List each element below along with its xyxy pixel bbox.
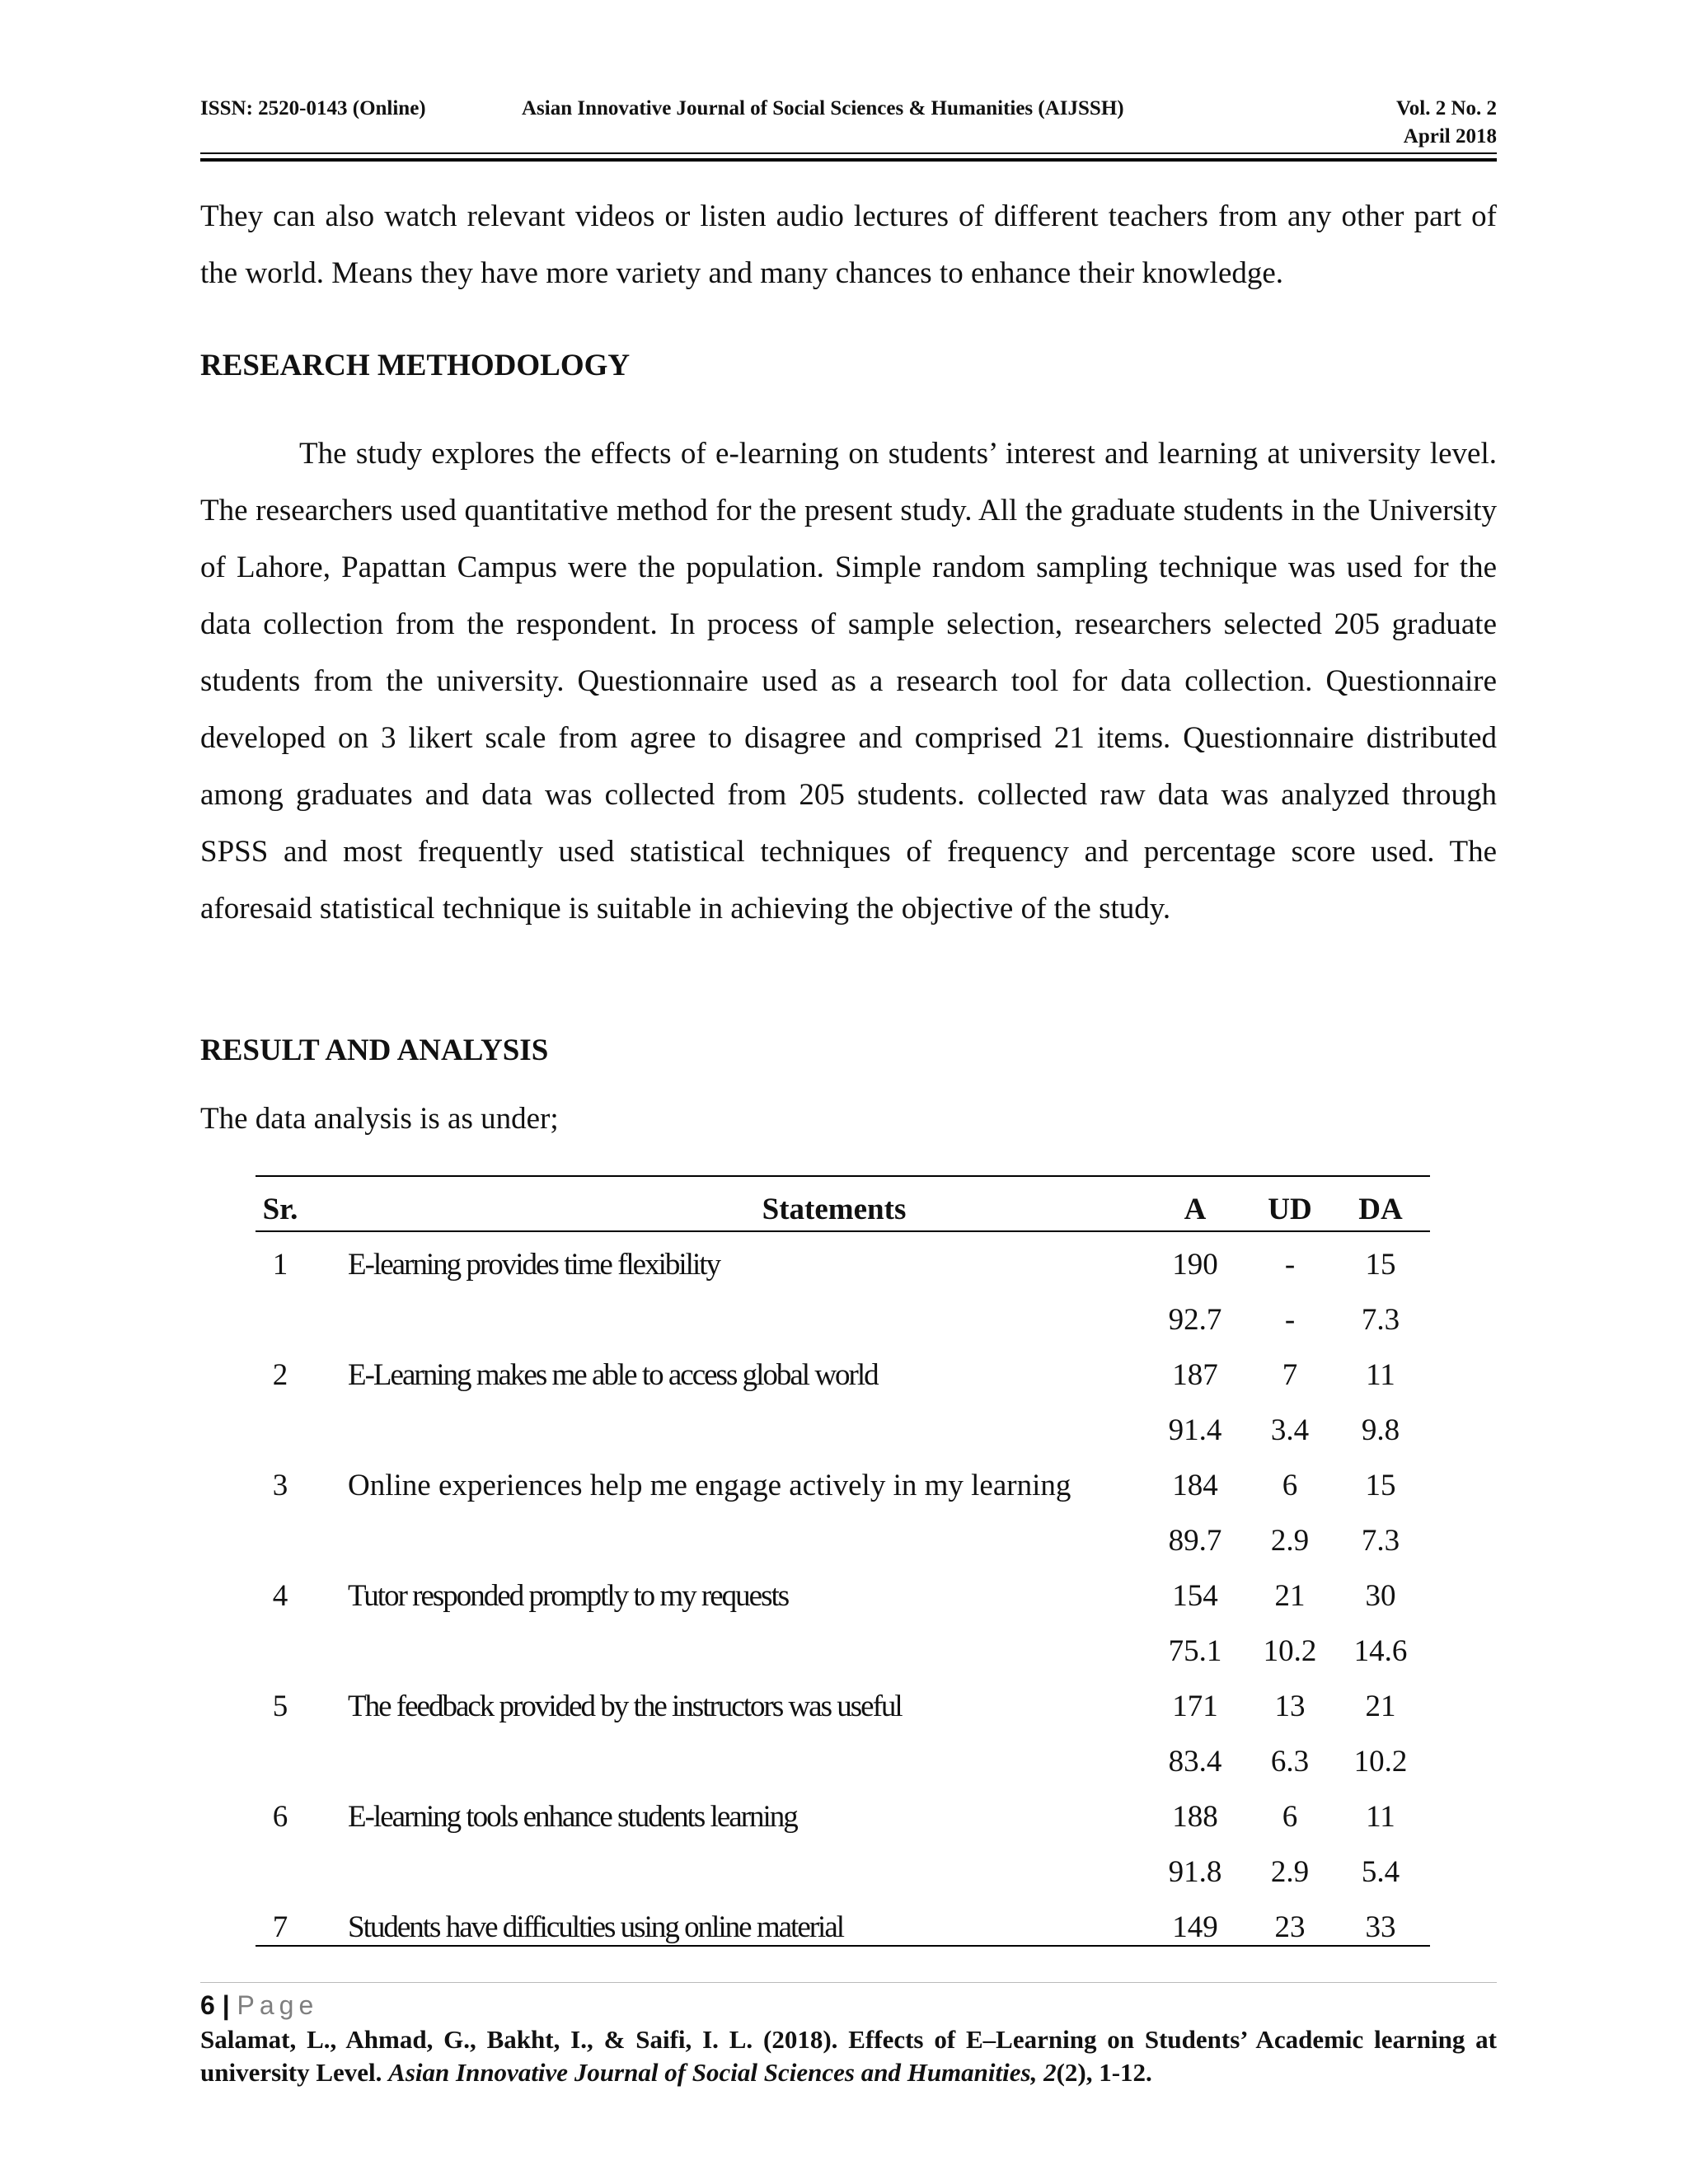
journal-title: Asian Innovative Journal of Social Sciences & Humanities (AIJSSH) [522, 97, 1124, 120]
cell-undecided-count: 13 [1274, 1690, 1306, 1723]
cell-disagree-percent: 5.4 [1361, 1855, 1400, 1889]
cell-undecided-percent: 2.9 [1270, 1855, 1310, 1889]
page-number [200, 1990, 318, 2021]
cell-agree-percent: 91.4 [1168, 1413, 1222, 1447]
methodology-heading: RESEARCH METHODOLOGY [200, 349, 631, 382]
methodology-paragraph: The study explores the effects of e-learning on students’ interest and learning at university level. The researchers used quantitative method for the present study. All the graduate students in the University of Lahore, Papattan Campus were the population. Simple random sampling technique was used for the data collection from the respondent. In process of sample selection, researchers selected 205 graduate students from the university. Questionnaire used as a research tool for data collection. Questionnaire developed on 3 likert scale from agree to disagree and comprised 21 items. Questionnaire distributed among graduates and data was collected from 205 students. collected raw data was analyzed through SPSS and most frequently used statistical techniques of frequency and percentage score used. The aforesaid statistical technique is suitable in achieving the objective of the study. [200, 437, 1497, 926]
volume-label: Vol. 2 No. 2 [1395, 97, 1497, 120]
header-sr: Sr. [262, 1193, 298, 1226]
cell-disagree-percent: 7.3 [1361, 1303, 1400, 1337]
cell-sr: 7 [272, 1910, 288, 1944]
cell-disagree-count: 33 [1365, 1910, 1396, 1944]
cell-undecided-percent: 3.4 [1270, 1413, 1310, 1447]
cell-agree-count: 187 [1172, 1358, 1218, 1392]
cell-undecided-count: 21 [1274, 1579, 1306, 1613]
header-rule-thick [200, 158, 1497, 162]
citation-journal: Asian Innovative Journal of Social Sciences and Humanities, 2 [388, 2058, 1057, 2087]
table-top-rule [256, 1175, 1430, 1177]
cell-agree-percent: 75.1 [1168, 1634, 1222, 1668]
cell-agree-count: 154 [1172, 1579, 1218, 1613]
cell-statement: Online experiences help me engage actively in my learning [348, 1469, 1071, 1502]
cell-sr: 3 [272, 1469, 288, 1502]
cell-sr: 6 [272, 1800, 288, 1834]
cell-undecided-percent: 6.3 [1270, 1745, 1310, 1779]
page-number-value: 6 [200, 1990, 215, 2020]
cell-statement: Tutor responded promptly to my requests [348, 1579, 789, 1613]
cell-undecided-count: 6 [1282, 1800, 1298, 1834]
issue-date: April 2018 [1403, 125, 1497, 148]
cell-sr: 1 [272, 1248, 288, 1282]
cell-disagree-count: 30 [1365, 1579, 1396, 1613]
issn-label: ISSN: 2520-0143 (Online) [200, 97, 426, 120]
cell-sr: 5 [272, 1690, 288, 1723]
cell-agree-count: 188 [1172, 1800, 1218, 1834]
cell-undecided-percent: 10.2 [1263, 1634, 1317, 1668]
cell-agree-count: 171 [1172, 1690, 1218, 1723]
cell-undecided-count: - [1284, 1248, 1296, 1282]
cell-agree-count: 149 [1172, 1910, 1218, 1944]
cell-agree-percent: 83.4 [1168, 1745, 1222, 1779]
cell-statement: The feedback provided by the instructors was useful [348, 1690, 902, 1723]
results-heading: RESULT AND ANALYSIS [200, 1033, 549, 1067]
cell-disagree-count: 15 [1365, 1248, 1396, 1282]
cell-undecided-count: 7 [1282, 1358, 1298, 1392]
cell-agree-percent: 91.8 [1168, 1855, 1222, 1889]
citation-tail: (2), 1-12. [1056, 2058, 1152, 2087]
table-header-rule [256, 1230, 1430, 1232]
header-statements: Statements [762, 1193, 907, 1226]
header-agree: A [1184, 1193, 1207, 1226]
cell-disagree-percent: 10.2 [1353, 1745, 1408, 1779]
header-rule-thin [200, 152, 1497, 154]
cell-statement: E-learning provides time flexibility [348, 1248, 720, 1282]
cell-undecided-percent: - [1284, 1303, 1296, 1337]
cell-statement: Students have difficulties using online material [348, 1910, 844, 1944]
cell-undecided-count: 6 [1282, 1469, 1298, 1502]
intro-paragraph: They can also watch relevant videos or listen audio lectures of different teachers from any other part of the world. Means they have more variety and many chances to enhance their knowledge. [200, 199, 1497, 290]
header-undecided: UD [1268, 1193, 1312, 1226]
cell-agree-count: 190 [1172, 1248, 1218, 1282]
citation [200, 2023, 1497, 2089]
page-separator: | [214, 1990, 237, 2020]
results-intro: The data analysis is as under; [200, 1102, 559, 1136]
cell-agree-count: 184 [1172, 1469, 1218, 1502]
cell-disagree-percent: 9.8 [1361, 1413, 1400, 1447]
cell-sr: 2 [272, 1358, 288, 1392]
citation-authors: Salamat, L., Ahmad, G., Bakht, I., & Saifi, I. L. (2018). Effects of E–Learning on Students’ Academic learning at university Level. [200, 2025, 1497, 2087]
cell-disagree-count: 11 [1366, 1358, 1395, 1392]
header-disagree: DA [1358, 1193, 1403, 1226]
cell-disagree-count: 11 [1366, 1800, 1395, 1834]
cell-disagree-percent: 7.3 [1361, 1524, 1400, 1558]
table-bottom-rule [256, 1945, 1430, 1947]
cell-undecided-count: 23 [1274, 1910, 1306, 1944]
cell-sr: 4 [272, 1579, 288, 1613]
footer-rule [200, 1982, 1497, 1983]
cell-statement: E-learning tools enhance students learning [348, 1800, 797, 1834]
cell-disagree-percent: 14.6 [1353, 1634, 1408, 1668]
cell-agree-percent: 89.7 [1168, 1524, 1222, 1558]
cell-disagree-count: 15 [1365, 1469, 1396, 1502]
page-label: Page [237, 1990, 319, 2020]
cell-agree-percent: 92.7 [1168, 1303, 1222, 1337]
cell-disagree-count: 21 [1365, 1690, 1396, 1723]
cell-statement: E-Learning makes me able to access global world [348, 1358, 878, 1392]
cell-undecided-percent: 2.9 [1270, 1524, 1310, 1558]
